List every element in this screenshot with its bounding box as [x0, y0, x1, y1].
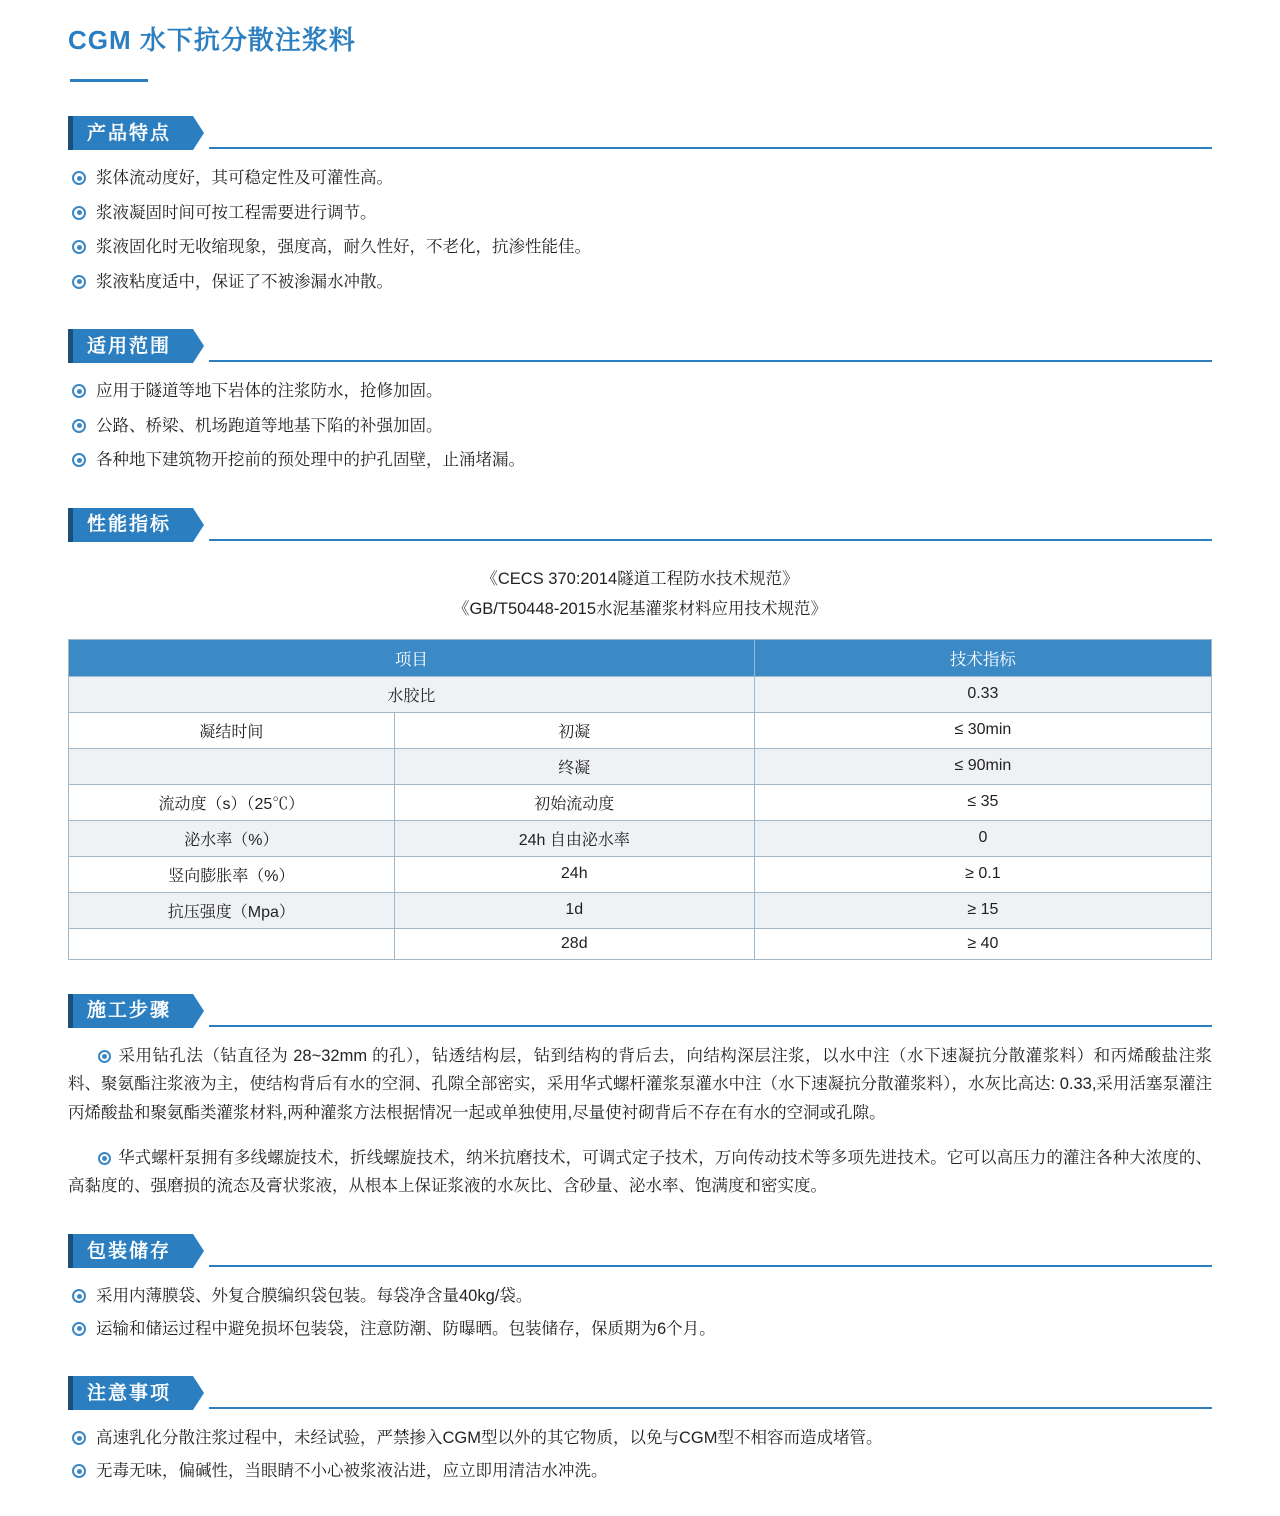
table-header-cell: 技术指标	[754, 639, 1211, 676]
section-heading	[68, 994, 1212, 1028]
bullet-circle-icon	[72, 453, 86, 467]
table-cell-sub: 1d	[394, 892, 754, 928]
list-item	[68, 379, 1212, 405]
precautions-list	[68, 1426, 1212, 1484]
application-scope-list	[68, 379, 1212, 474]
standard-reference: 《CECS 370:2014隧道工程防水技术规范》	[481, 569, 799, 588]
list-item-text: 采用内薄膜袋、外复合膜编织袋包装。每袋净含量40kg/袋。	[96, 1287, 533, 1306]
bullet-circle-icon	[72, 240, 86, 254]
list-item	[68, 448, 1212, 474]
table-cell-sub: 24h 自由泌水率	[394, 820, 754, 856]
table-cell-item: 水胶比	[69, 676, 755, 712]
table-cell-sub: 终凝	[394, 748, 754, 784]
bullet-circle-icon	[72, 1431, 86, 1445]
list-item-text: 浆液凝固时间可按工程需要进行调节。	[96, 203, 377, 222]
bullet-circle-icon	[72, 1464, 86, 1478]
section-performance	[68, 508, 1212, 960]
section-application-scope	[68, 329, 1212, 474]
product-features-list	[68, 166, 1212, 295]
list-item	[68, 1317, 1212, 1343]
bullet-circle-icon	[98, 1152, 111, 1165]
section-heading-label: 性能指标	[68, 508, 193, 542]
section-heading-rule	[209, 1025, 1212, 1027]
table-row	[69, 820, 1212, 856]
table-cell-item: 抗压强度（Mpa）	[69, 892, 395, 928]
table-cell-item: 竖向膨胀率（%）	[69, 856, 395, 892]
construction-paragraph	[68, 1042, 1212, 1127]
table-cell-item: 凝结时间	[69, 712, 395, 748]
section-product-features	[68, 116, 1212, 295]
table-row	[69, 892, 1212, 928]
table-cell-item	[69, 748, 395, 784]
table-cell-sub: 初始流动度	[394, 784, 754, 820]
list-item-text: 公路、桥梁、机场跑道等地基下陷的补强加固。	[96, 416, 443, 435]
bullet-circle-icon	[72, 275, 86, 289]
section-heading	[68, 1376, 1212, 1410]
table-cell-value: ≤ 35	[754, 784, 1211, 820]
list-item	[68, 166, 1212, 192]
title-underline	[70, 79, 148, 82]
list-item	[68, 414, 1212, 440]
list-item-text: 浆液固化时无收缩现象，强度高，耐久性好，不老化，抗渗性能佳。	[96, 238, 591, 257]
table-header-row	[69, 639, 1212, 676]
section-packaging-storage	[68, 1234, 1212, 1342]
table-row	[69, 928, 1212, 959]
bullet-circle-icon	[72, 1289, 86, 1303]
list-item	[68, 270, 1212, 296]
standards-references	[68, 564, 1212, 625]
bullet-circle-icon	[72, 1322, 86, 1336]
table-cell-value: ≥ 0.1	[754, 856, 1211, 892]
list-item	[68, 1459, 1212, 1485]
list-item	[68, 1426, 1212, 1452]
table-row	[69, 676, 1212, 712]
list-item-text: 各种地下建筑物开挖前的预处理中的护孔固壁，止涌堵漏。	[96, 451, 525, 470]
page-title: CGM 水下抗分散注浆料	[68, 25, 356, 55]
section-heading-label: 注意事项	[68, 1376, 193, 1410]
section-precautions	[68, 1376, 1212, 1484]
section-heading-rule	[209, 1407, 1212, 1409]
table-row	[69, 856, 1212, 892]
list-item	[68, 235, 1212, 261]
table-cell-sub: 24h	[394, 856, 754, 892]
construction-paragraph	[68, 1144, 1212, 1201]
bullet-circle-icon	[98, 1050, 111, 1063]
table-cell-value: 0	[754, 820, 1211, 856]
packaging-storage-list	[68, 1284, 1212, 1342]
section-heading	[68, 329, 1212, 363]
list-item-text: 浆液粘度适中，保证了不被渗漏水冲散。	[96, 272, 393, 291]
section-heading-rule	[209, 360, 1212, 362]
standard-reference: 《GB/T50448-2015水泥基灌浆材料应用技术规范》	[452, 600, 828, 619]
section-heading-rule	[209, 147, 1212, 149]
list-item-text: 运输和储运过程中避免损坏包装袋，注意防潮、防曝晒。包装储存，保质期为6个月。	[96, 1319, 716, 1338]
bullet-circle-icon	[72, 419, 86, 433]
table-cell-value: ≥ 40	[754, 928, 1211, 959]
section-heading	[68, 1234, 1212, 1268]
list-item	[68, 201, 1212, 227]
section-heading-label: 产品特点	[68, 116, 193, 150]
table-row	[69, 748, 1212, 784]
table-cell-sub: 28d	[394, 928, 754, 959]
list-item-text: 应用于隧道等地下岩体的注浆防水，抢修加固。	[96, 382, 443, 401]
paragraph-text: 华式螺杆泵拥有多线螺旋技术，折线螺旋技术，纳米抗磨技术，可调式定子技术，万向传动技术等多项先进技术。它可以高压力的灌注各种大浓度的、高黏度的、强磨损的流态及膏状浆液，从根本上保证浆液的水灰比、含砂量、泌水率、饱满度和密实度。	[68, 1148, 1212, 1195]
table-cell-value: 0.33	[754, 676, 1211, 712]
section-heading-label: 施工步骤	[68, 994, 193, 1028]
section-heading-rule	[209, 1265, 1212, 1267]
table-cell-sub: 初凝	[394, 712, 754, 748]
table-cell-value: ≤ 30min	[754, 712, 1211, 748]
table-row	[69, 712, 1212, 748]
table-cell-item	[69, 928, 395, 959]
table-cell-item: 泌水率（%）	[69, 820, 395, 856]
section-heading-rule	[209, 539, 1212, 541]
table-cell-value: ≤ 90min	[754, 748, 1211, 784]
list-item-text: 无毒无味，偏碱性，当眼睛不小心被浆液沾进，应立即用清洁水冲洗。	[96, 1462, 608, 1481]
section-heading-label: 适用范围	[68, 329, 193, 363]
bullet-circle-icon	[72, 384, 86, 398]
section-heading	[68, 508, 1212, 542]
list-item	[68, 1284, 1212, 1310]
bullet-circle-icon	[72, 206, 86, 220]
section-construction-steps	[68, 994, 1212, 1200]
table-row	[69, 784, 1212, 820]
table-header-cell: 项目	[69, 639, 755, 676]
table-cell-item: 流动度（s）（25℃）	[69, 784, 395, 820]
performance-table	[68, 639, 1212, 960]
table-cell-value: ≥ 15	[754, 892, 1211, 928]
bullet-circle-icon	[72, 171, 86, 185]
section-heading	[68, 116, 1212, 150]
section-heading-label: 包装储存	[68, 1234, 193, 1268]
list-item-text: 高速乳化分散注浆过程中，未经试验，严禁掺入CGM型以外的其它物质，以免与CGM型不相容而造成堵管。	[96, 1429, 883, 1448]
list-item-text: 浆体流动度好，其可稳定性及可灌性高。	[96, 169, 393, 187]
paragraph-text: 采用钻孔法（钻直径为 28~32mm 的孔），钻透结构层，钻到结构的背后去，向结构深层注浆，以水中注（水下速凝抗分散灌浆料）和丙烯酸盐注浆料、聚氨酯注浆液为主，使结构背后有水的空洞、孔隙全部密实，采用华式螺杆灌浆泵灌水中注（水下速凝抗分散灌浆料），水灰比高达: 0.33,采用活塞泵灌注丙烯酸盐和聚氨酯类灌浆材料,两种灌浆方法根据情况一起或单独使用,尽量使衬砌背后不存在有水的空洞或孔隙。	[68, 1046, 1212, 1122]
